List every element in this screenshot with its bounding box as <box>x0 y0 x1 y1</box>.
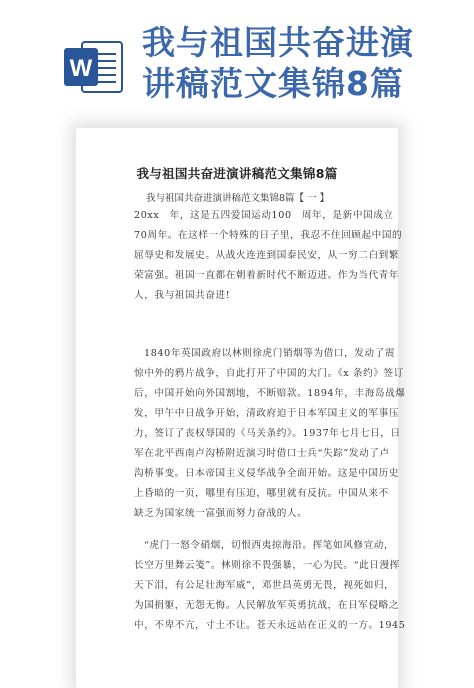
word-icon-letter: W <box>69 55 93 82</box>
paragraph-line: 中，不卑不亢，寸土不让。苍天永远站在正义的一方。1945 <box>134 620 406 631</box>
paragraph-line: 荣富强。祖国一直都在朝着新时代不断迈进。作为当代青年 <box>134 270 400 281</box>
paragraph-line: 力，签订了丧权辱国的《马关条约》。1937年七月七日，日 <box>134 428 401 439</box>
paragraph-line: 为国捐躯，无怨无悔。人民解放军英勇抗战，在日军侵略之 <box>134 600 400 611</box>
paragraph-line: 人，我与祖国共奋进! <box>134 290 231 301</box>
paragraph-line: 1840年英国政府以林则徐虎门销烟等为借口，发动了震 <box>144 348 396 359</box>
document-subtitle: 我与祖国共奋进演讲稿范文集锦8篇【 一 】 <box>146 193 330 204</box>
document-title: 我与祖国共奋进演讲稿范文集锦8篇 <box>136 166 338 181</box>
banner-title-line-2: 讲稿范文集锦8篇 <box>142 64 404 103</box>
paragraph-line: “虎门一怒令硝烟，切恨西夷掠海沿。挥笔如风修宣动， <box>144 540 395 551</box>
word-document-icon <box>62 36 124 98</box>
paragraph-line: 长空万里舞云笺”。林则徐不畏强暴，一心为民。“此日漫挥 <box>134 560 400 571</box>
paragraph-line: 惊中外的鸦片战争，自此打开了中国的大门。《x 条约》签订 <box>134 368 404 379</box>
paragraph-line: 缺乏为国家统一富强而努力奋战的人。 <box>134 508 308 519</box>
paragraph-line: 军在北平西南卢沟桥附近演习时借口士兵“失踪”发动了卢 <box>134 448 390 459</box>
banner-title-line-1: 我与祖国共奋进演 <box>142 23 414 62</box>
paragraph-line: 发，甲午中日战争开始，清政府迫于日本军国主义的军事压 <box>134 408 400 419</box>
banner-title <box>142 22 467 104</box>
document-page <box>76 128 406 688</box>
paragraph-line: 沟桥事变。日本帝国主义侵华战争全面开始。这是中国历史 <box>134 468 400 479</box>
paragraph-line: 后，中国开始向外国割地，不断赔款。1894年，丰海岛战爆 <box>134 388 406 399</box>
paragraph-line: 天下泪，有公足壮海军威”，邓世昌英勇无畏，视死如归， <box>134 580 395 591</box>
paragraph-line: 20xx 年，这是五四爱国运动100 周年，是新中国成立 <box>134 210 394 221</box>
paragraph-line: 屈辱史和发展史。从战火连连到国泰民安，从一穷二白到繁 <box>134 250 400 261</box>
header-banner <box>0 0 474 120</box>
paragraph-line: 70周年。在这样一个特殊的日子里，我忍不住回顾起中国的 <box>134 230 403 241</box>
paragraph-line: 上昏暗的一页，哪里有压迫，哪里就有反抗。中国从来不 <box>134 488 389 499</box>
